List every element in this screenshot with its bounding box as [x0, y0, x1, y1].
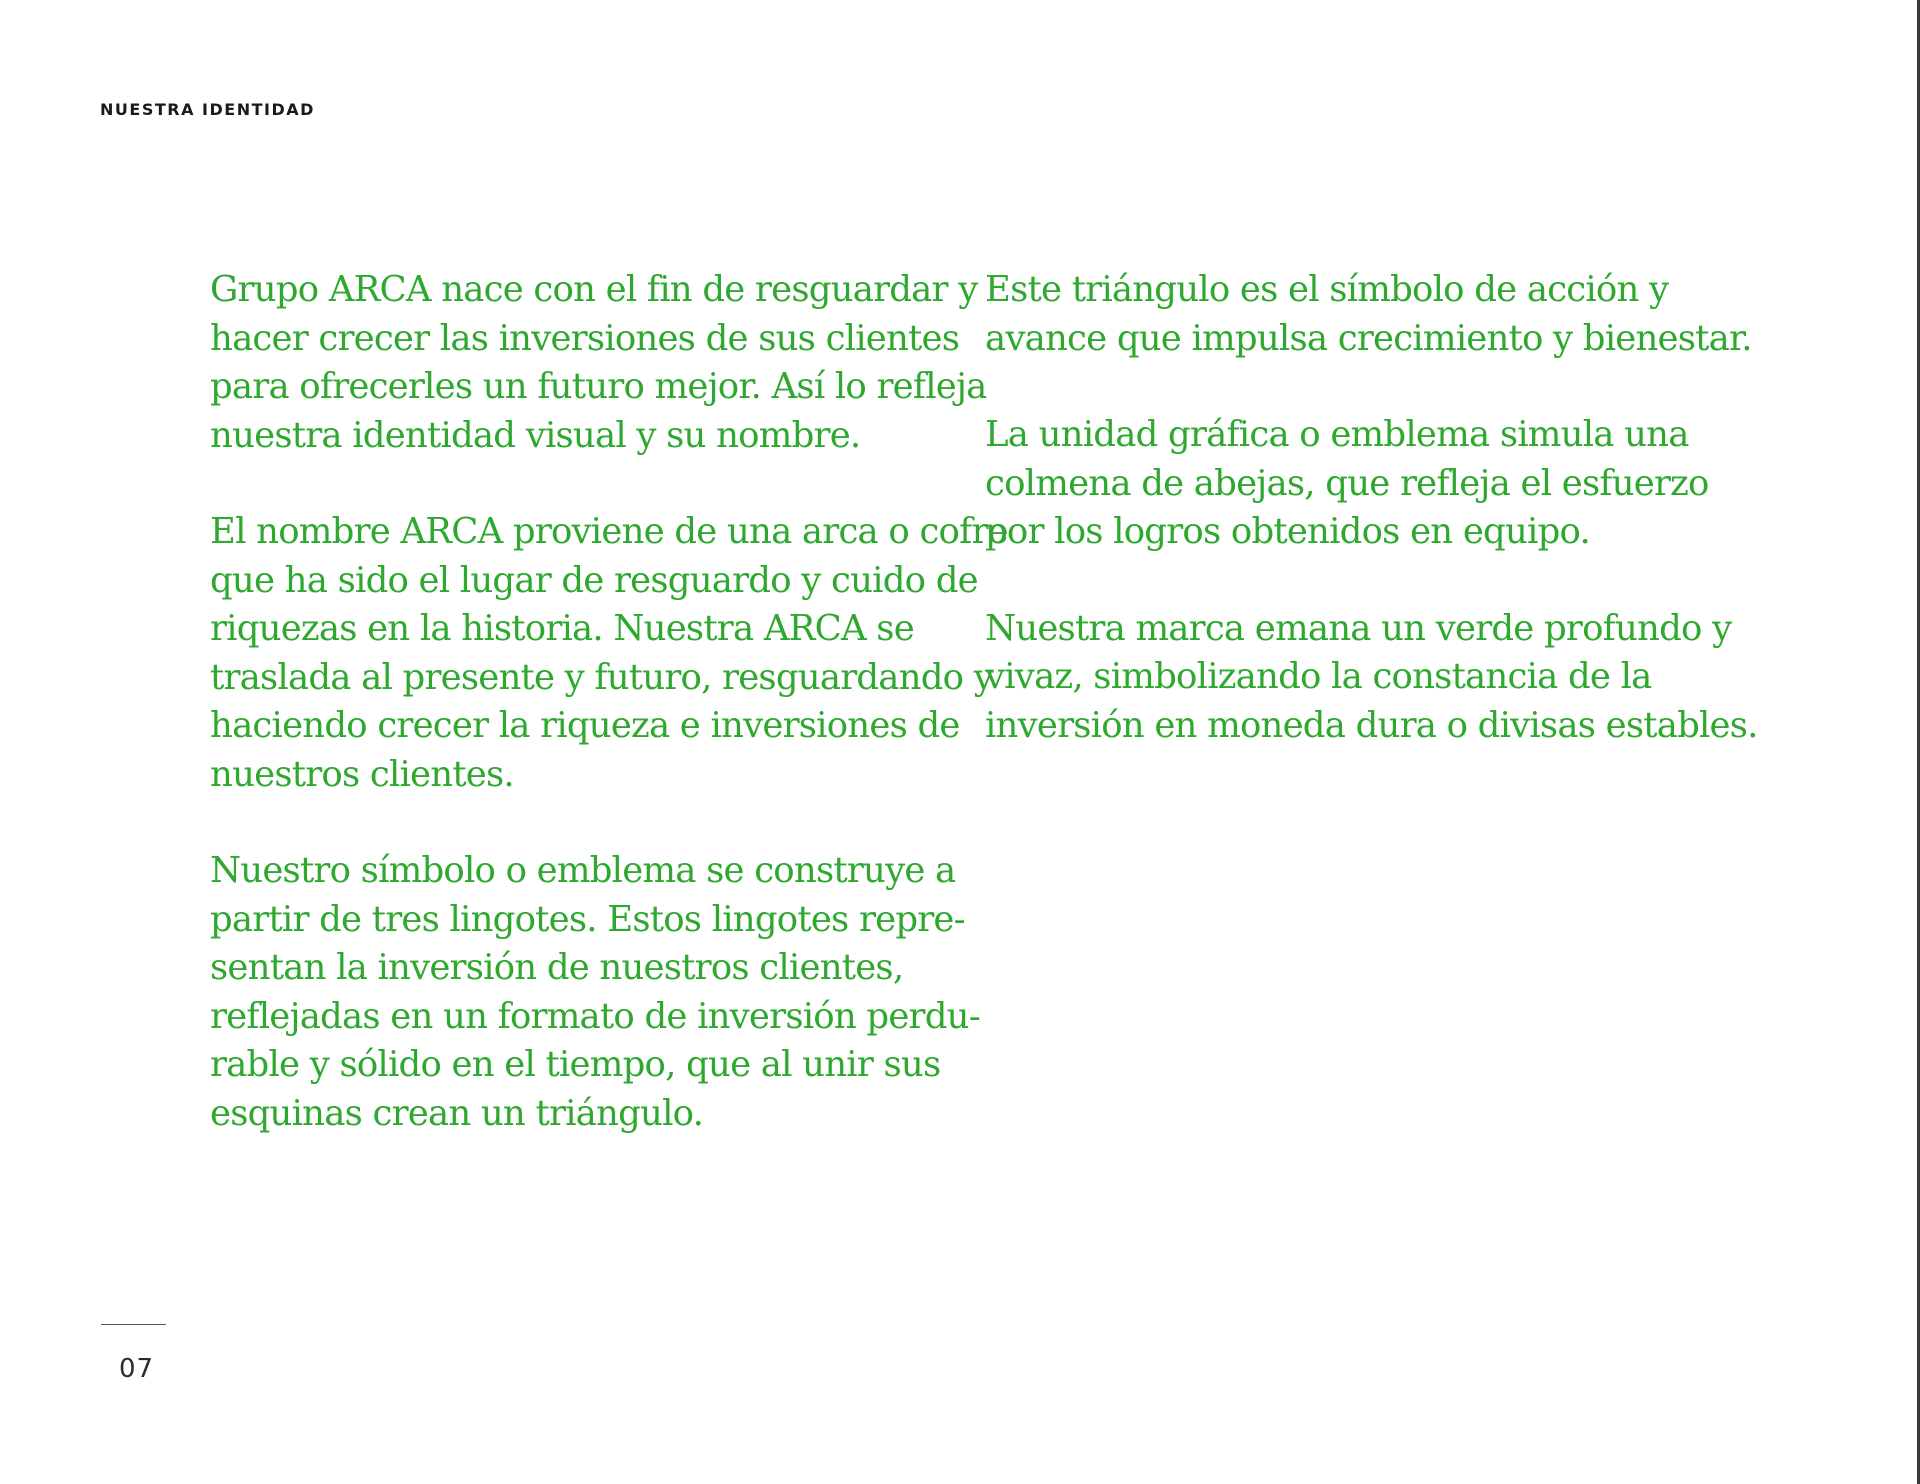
- right-text-column: [985, 266, 1758, 798]
- text-line: Nuestra marca emana un verde profundo y: [985, 607, 1732, 649]
- text-line: traslada al presente y futuro, resguardando y: [210, 656, 993, 698]
- text-line: para ofrecerles un futuro mejor. Así lo refleja: [210, 366, 987, 407]
- text-line: Este triángulo es el símbolo de acción y: [985, 269, 1669, 310]
- footer-divider: [101, 1324, 166, 1325]
- text-line: vivaz, simbolizando la constancia de la: [985, 656, 1652, 697]
- text-line: riquezas en la historia. Nuestra ARCA se: [210, 608, 914, 649]
- text-line: El nombre ARCA proviene de una arca o cofre: [210, 511, 1008, 552]
- text-line: haciendo crecer la riqueza e inversiones de: [210, 705, 960, 746]
- paragraph-arca-intro: [210, 266, 987, 460]
- text-line: inversión en moneda dura o divisas estables.: [985, 704, 1758, 746]
- section-label: NUESTRA IDENTIDAD: [100, 100, 315, 119]
- text-line: colmena de abejas, que refleja el esfuerzo: [985, 462, 1709, 504]
- text-line: nuestra identidad visual y su nombre.: [210, 414, 861, 456]
- paragraph-symbol: [210, 847, 980, 1138]
- text-line: Nuestro símbolo o emblema se construye a: [210, 850, 956, 891]
- text-line: nuestros clientes.: [210, 753, 514, 795]
- text-line: sentan la inversión de nuestros clientes,: [210, 947, 904, 988]
- text-line: Grupo ARCA nace con el fin de resguardar y: [210, 269, 978, 310]
- text-line: avance que impulsa crecimiento y bienestar.: [985, 317, 1752, 359]
- paragraph-emblem: [985, 411, 1709, 557]
- text-line: que ha sido el lugar de resguardo y cuido de: [210, 559, 978, 601]
- paragraph-triangle: [985, 266, 1752, 363]
- page-number: 07: [119, 1354, 155, 1384]
- text-line: esquinas crean un triángulo.: [210, 1092, 704, 1134]
- text-line: por los logros obtenidos en equipo.: [985, 511, 1590, 552]
- text-line: partir de tres lingotes. Estos lingotes repre-: [210, 898, 965, 940]
- left-text-column: [210, 266, 1008, 1186]
- text-line: hacer crecer las inversiones de sus clientes: [210, 317, 960, 359]
- text-line: reflejadas en un formato de inversión perdu-: [210, 995, 980, 1037]
- text-line: rable y sólido en el tiempo, que al unir sus: [210, 1044, 941, 1085]
- text-line: La unidad gráfica o emblema simula una: [985, 414, 1689, 455]
- paragraph-name-origin: [210, 508, 1008, 799]
- paragraph-green-color: [985, 605, 1758, 751]
